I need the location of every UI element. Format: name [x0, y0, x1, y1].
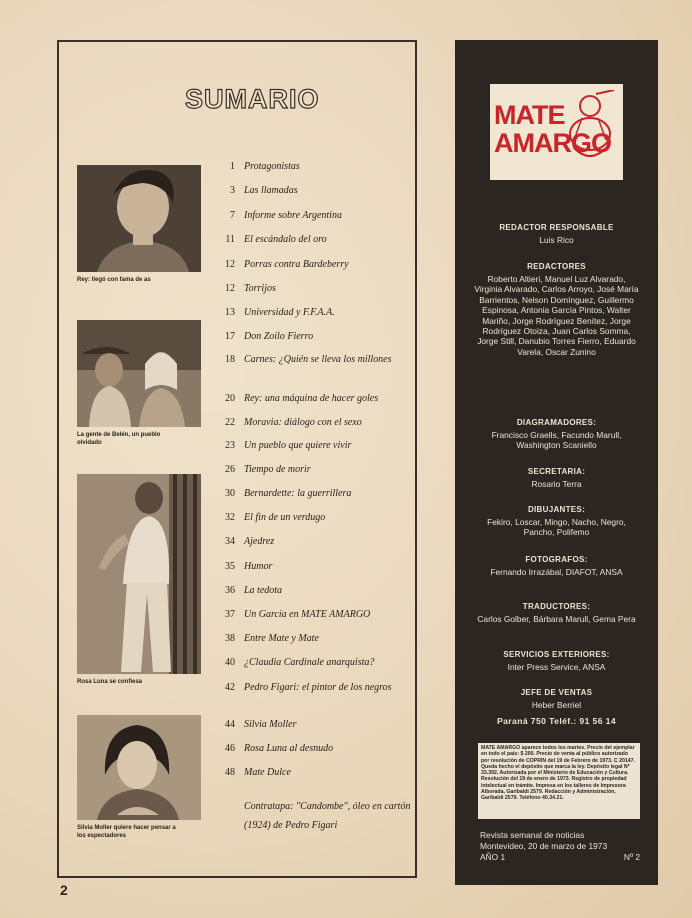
toc-item-title: El fin de un verdugo	[244, 512, 326, 523]
toc-item-title: Informe sobre Argentina	[244, 210, 342, 221]
masthead-section-names: Fernando Irrazábal, DIAFOT, ANSA	[490, 567, 623, 577]
issue-year-number	[480, 852, 640, 862]
toc-item-page: 1	[230, 161, 235, 172]
toc-item-title: Tiempo de morir	[244, 464, 311, 475]
issue-tagline: Revista semanal de noticias	[480, 830, 585, 840]
toc-item-title: Un García en MATE AMARGO	[244, 609, 371, 620]
photo-rey	[77, 165, 201, 272]
toc-item-page: 11	[225, 234, 235, 245]
toc-item-title: Pedro Figari: el pintor de los negros	[244, 682, 392, 693]
masthead-section-names: Carlos Golber, Bárbara Marull, Gema Pera	[477, 614, 636, 624]
toc-item-title: Mate Dulce	[244, 767, 291, 778]
masthead-section-heading: DIAGRAMADORES:	[516, 418, 597, 427]
toc-item-page: 23	[225, 440, 235, 451]
masthead-section-names: Roberto Altieri, Manuel Luz Alvarado, Virginia Alvarado, Carlos Arroyo, José María Barrientos, Nelson Domínguez, Guillermo Espinosa, Antonia García Pintos, Walter Mariño, Jorge Rodríguez Benítez, Jorge Rodríguez Otoiza, Juan Carlos Somma, Jorge Still, Danubio Torres Fierro, Eduardo Varela, Oscar Zunino	[474, 274, 639, 357]
toc-item-title: El escándalo del oro	[244, 234, 327, 245]
toc-item-page: 36	[225, 585, 235, 596]
masthead-section	[455, 418, 658, 451]
toc-item-page: 30	[225, 488, 235, 499]
caption-silvia-moller: Silvia Moller quiere hacer pensar a los espectadores	[77, 825, 176, 839]
legal-notice: MATE AMARGO aparece todos los martes. Precio del ejemplar en todo el país: $ 200. Precio de venta al público autorizado por resolución de COPRIN del 19 de Febrero de 1973. C 20147. Queda hecho el depósito que marca la ley. Depósito legal Nº 33.392. Autorizada por el Ministerio de Educación y Cultura. Resolución del 19 de enero de 1973. Registro de propiedad intelectual en trámite. Impresa en los talleres de Impresora Alborada, Garibaldi 2579. Redacción y Administración, Garibaldi 2579. Teléfono 40.34.21.	[478, 743, 640, 819]
toc-item-title: ¿Claudia Cardinale anarquista?	[244, 657, 375, 668]
toc-item-page: 46	[225, 743, 235, 754]
masthead-section-heading: DIBUJANTES:	[527, 505, 586, 514]
logo-word-mate: MATE	[494, 100, 565, 130]
toc-item-title: Porras contra Bardeberry	[244, 259, 349, 270]
toc-item-page: 44	[225, 719, 235, 730]
masthead-section-names: Rosario Terra	[531, 479, 582, 489]
issue-number: Nº 2	[623, 852, 640, 862]
toc-item-page: 38	[225, 633, 235, 644]
toc-item-page: 35	[225, 561, 235, 572]
toc-item-page: 42	[225, 682, 235, 693]
toc-item-title: Silvia Moller	[244, 719, 297, 730]
toc-item-title: Rey: una máquina de hacer goles	[244, 393, 379, 404]
issue-date: Montevideo, 20 de marzo de 1973	[480, 841, 608, 851]
toc-item-page: 22	[225, 417, 235, 428]
toc-item-page: 13	[225, 307, 235, 318]
photo-belen	[77, 320, 201, 427]
toc-item-title: Humor	[244, 561, 273, 572]
issue-year: AÑO 1	[480, 852, 506, 862]
caption-rey: Rey: llegó con fama de as	[77, 277, 151, 283]
toc-item-page: 40	[225, 657, 235, 668]
masthead-section-heading: SECRETARIA:	[527, 467, 586, 476]
toc-item-title: Protagonistas	[244, 161, 300, 172]
masthead-section	[455, 262, 658, 357]
toc-item-page: 37	[225, 609, 235, 620]
logo-word-amargo: AMARGO	[494, 128, 611, 158]
masthead-section-names: Inter Press Service, ANSA	[507, 662, 606, 672]
masthead-section	[455, 688, 658, 710]
masthead-section-heading: FOTOGRAFOS:	[525, 555, 588, 564]
toc-item-page: 17	[225, 331, 235, 342]
masthead-section-heading: REDACTORES	[527, 262, 586, 271]
logo	[490, 84, 623, 180]
masthead-section	[455, 467, 658, 489]
masthead-section	[455, 223, 658, 245]
toc-item-page: 12	[225, 283, 235, 294]
toc-item-page: 12	[225, 259, 235, 270]
masthead-section-heading: JEFE DE VENTAS	[520, 688, 593, 697]
toc-item-page: 48	[225, 767, 235, 778]
masthead-section-heading: TRADUCTORES:	[522, 602, 591, 611]
masthead-section-names: Luis Rico	[539, 235, 574, 245]
sumario-title: SUMARIO	[185, 84, 320, 114]
toc-item-title: Rosa Luna al desnudo	[244, 743, 334, 754]
toc-item-page: 18	[225, 354, 235, 365]
toc-item-page: 32	[225, 512, 235, 523]
toc-item-page: 20	[225, 393, 235, 404]
sales-address: Paraná 750 Teléf.: 91 56 14	[496, 716, 617, 726]
toc-item-page: 26	[225, 464, 235, 475]
caption-rosa-luna: Rosa Luna se confiesa	[77, 679, 143, 685]
masthead-section-names: Heber Berriel	[531, 700, 582, 710]
masthead-section-names: Francisco Graells, Facundo Marull, Washington Scaniello	[491, 430, 622, 451]
toc-item-page: 7	[230, 210, 235, 221]
toc-item-title: Don Zoilo Fierro	[244, 331, 314, 342]
page-number: 2	[60, 882, 68, 898]
mate-gourd-icon	[560, 90, 620, 170]
toc-item-title: Bernardette: la guerrillera	[244, 488, 352, 499]
toc-item-title: Carnes: ¿Quién se lleva los millones	[244, 354, 392, 365]
toc-item-title: Las llamadas	[244, 185, 298, 196]
masthead-section-names: Fekiro, Loscar, Mingo, Nacho, Negro, Pancho, Polifemo	[487, 517, 626, 538]
photo-silvia-moller	[77, 715, 201, 820]
masthead-section	[455, 602, 658, 624]
contratapa-note: Contratapa: "Candombe", óleo en cartón (1924) de Pedro Figari	[244, 801, 411, 831]
toc-item-title: La tedota	[244, 585, 283, 596]
toc-item-page: 3	[230, 185, 235, 196]
toc-item-title: Moravia: diálogo con el sexo	[244, 417, 362, 428]
toc-item-title: Entre Mate y Mate	[244, 633, 319, 644]
toc-item-page: 34	[225, 536, 235, 547]
toc-item-title: Torrijos	[244, 283, 276, 294]
masthead-section-heading: SERVICIOS EXTERIORES:	[503, 650, 610, 659]
masthead-section	[455, 555, 658, 577]
masthead-section-heading: REDACTOR RESPONSABLE	[499, 223, 614, 232]
masthead-section	[455, 650, 658, 672]
photo-rosa-luna	[77, 474, 201, 674]
toc-item-title: Un pueblo que quiere vivir	[244, 440, 352, 451]
toc-item-title: Universidad y F.F.A.A.	[244, 307, 335, 318]
toc-item-title: Ajedrez	[244, 536, 275, 547]
caption-belen: La gente de Belén, un pueblo olvidado	[77, 432, 161, 446]
masthead-section	[455, 505, 658, 538]
